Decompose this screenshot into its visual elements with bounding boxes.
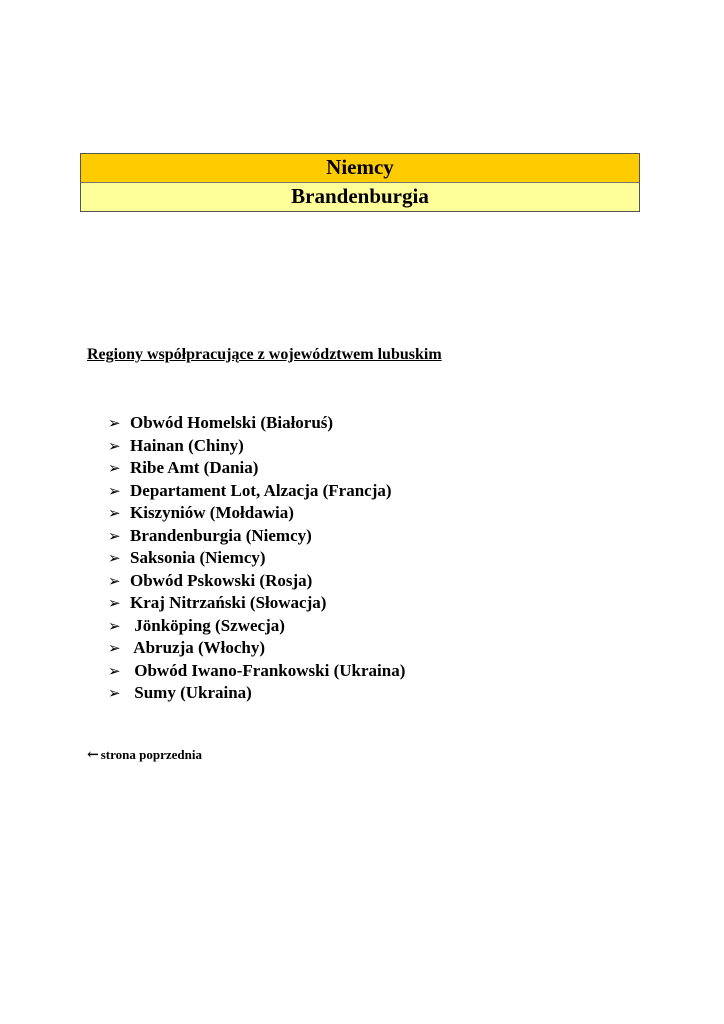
list-item-label: Brandenburgia (Niemcy) xyxy=(130,525,312,545)
list-item-label: Obwód Pskowski (Rosja) xyxy=(130,570,313,590)
arrowhead-bullet-icon: ➢ xyxy=(108,481,121,500)
list-item-label: Kraj Nitrzański (Słowacja) xyxy=(130,593,327,612)
arrowhead-bullet-icon: ➢ xyxy=(108,459,121,477)
list-item-label: Kiszyniów (Mołdawia) xyxy=(130,503,294,522)
arrowhead-bullet-icon: ➢ xyxy=(108,549,121,567)
section-title: Regiony współpracujące z województwem lubuskim xyxy=(87,346,442,363)
list-item-label: Obwód Iwano-Frankowski (Ukraina) xyxy=(130,660,406,680)
arrowhead-bullet-icon: ➢ xyxy=(108,526,121,545)
list-item xyxy=(108,457,405,480)
list-item xyxy=(108,547,405,570)
previous-page-link[interactable] xyxy=(87,746,202,764)
arrowhead-bullet-icon: ➢ xyxy=(108,571,121,590)
arrowhead-bullet-icon: ➢ xyxy=(108,414,121,432)
list-item xyxy=(108,435,405,458)
list-item xyxy=(108,480,405,503)
arrowhead-bullet-icon: ➢ xyxy=(108,639,121,657)
list-item xyxy=(108,525,405,548)
list-item xyxy=(108,592,405,615)
previous-page-label: strona poprzednia xyxy=(100,747,202,762)
arrowhead-bullet-icon: ➢ xyxy=(108,661,121,680)
arrowhead-bullet-icon: ➢ xyxy=(108,616,121,635)
arrowhead-bullet-icon: ➢ xyxy=(108,684,121,702)
list-item-label: Jönköping (Szwecja) xyxy=(130,615,285,635)
list-item-label: Sumy (Ukraina) xyxy=(130,683,252,702)
country-title: Niemcy xyxy=(81,154,639,183)
partner-regions-list xyxy=(108,412,405,705)
list-item xyxy=(108,660,405,683)
list-item xyxy=(108,682,405,705)
list-item xyxy=(108,615,405,638)
arrowhead-bullet-icon: ➢ xyxy=(108,594,121,612)
list-item xyxy=(108,502,405,525)
arrowhead-bullet-icon: ➢ xyxy=(108,436,121,455)
left-arrow-icon: ← xyxy=(87,747,99,763)
list-item xyxy=(108,637,405,660)
list-item xyxy=(108,412,405,435)
country-region-header xyxy=(80,153,640,212)
list-item-label: Abruzja (Włochy) xyxy=(130,638,266,657)
list-item-label: Saksonia (Niemcy) xyxy=(130,548,266,567)
arrowhead-bullet-icon: ➢ xyxy=(108,504,121,522)
region-title: Brandenburgia xyxy=(81,183,639,211)
list-item-label: Hainan (Chiny) xyxy=(130,435,244,455)
list-item-label: Departament Lot, Alzacja (Francja) xyxy=(130,480,392,500)
list-item-label: Obwód Homelski (Białoruś) xyxy=(130,413,334,432)
list-item xyxy=(108,570,405,593)
list-item-label: Ribe Amt (Dania) xyxy=(130,458,259,477)
